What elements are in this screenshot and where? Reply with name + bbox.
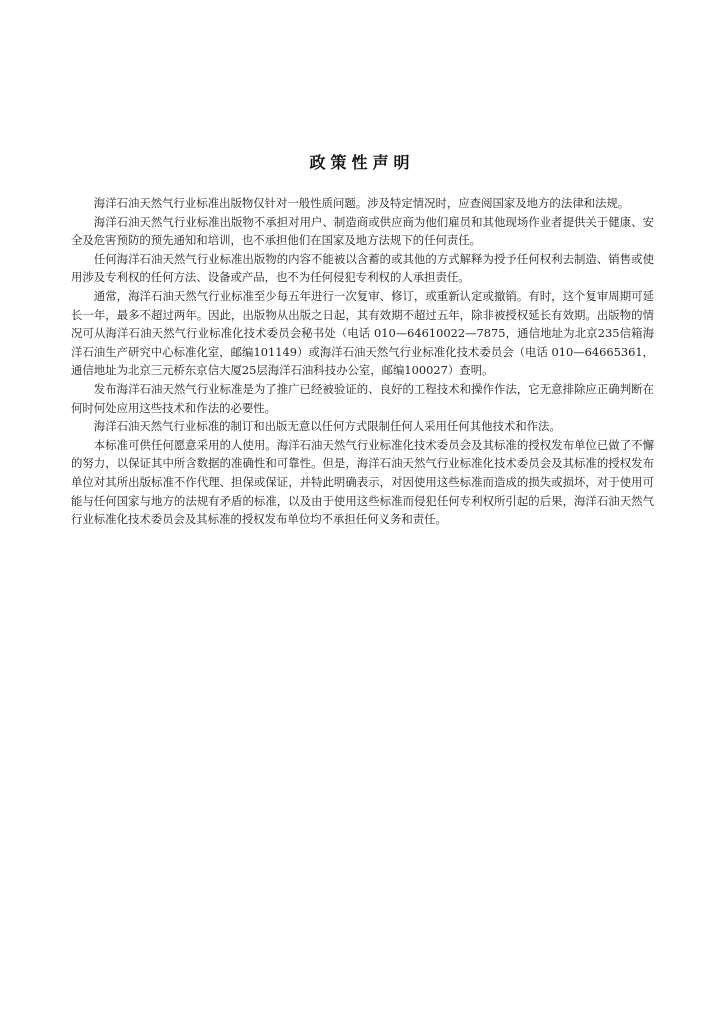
- paragraph-purpose: 发布海洋石油天然气行业标准是为了推广已经被验证的、良好的工程技术和操作作法，它无意排除应正确判断在何时何处应用这些技术和作法的必要性。: [71, 381, 654, 415]
- paragraph-patent-rights: 任何海洋石油天然气行业标准出版物的内容不能被以含蓄的或其他的方式解释为授予任何权利去制造、销售或使用涉及专利权的任何方法、设备或产品，也不为任何侵犯专利权的人承担责任。: [71, 251, 654, 285]
- paragraph-scope: 海洋石油天然气行业标准出版物仅针对一般性质问题。涉及特定情况时，应查阅国家及地方的法律和法规。: [93, 196, 630, 210]
- page-title: 政策性声明: [309, 153, 415, 172]
- paragraph-disclaimer: 本标准可供任何愿意采用的人使用。海洋石油天然气行业标准化技术委员会及其标准的授权发布单位已做了不懈的努力，以保证其中所含数据的准确性和可靠性。但是，海洋石油天然气行业标准化技术委员会及其标准的授权发布单位对其所出版标准不作代理、担保或保证，并特此明确表示，对因使用这些标准而造成的损失或损坏，对于使用可能与任何国家与地方的法规有矛盾的标准，以及由于使用这些标准而侵犯任何专利权所引起的后果，海洋石油天然气行业标准化技术委员会及其标准的授权发布单位均不承担任何义务和责任。: [71, 437, 654, 527]
- policy-statement-body: [71, 194, 654, 529]
- paragraph-no-restriction: 海洋石油天然气行业标准的制订和出版无意以任何方式限制任何人采用任何其他技术和作法。: [93, 419, 561, 434]
- paragraph-review-cycle: 通常，海洋石油天然气行业标准至少每五年进行一次复审、修订，或重新认定或撤销。有时，这个复审周期可延长一年，最多不超过两年。因此，出版物从出版之日起，其有效期不超过五年，除非被授权延长有效期。出版物的情况可从海洋石油天然气行业标准化技术委员会秘书处（电话 010—64610022—7875，通信地址为北京235信箱海洋石油生产研究中心标准化室，邮编101149）或海洋石油天然气行业标准化技术委员会（电话 010—64665361，通信地址为北京三元桥东京信大厦25层海洋石油科技办公室，邮编100027）查明。: [71, 288, 654, 378]
- paragraph-health-safety: 海洋石油天然气行业标准出版物不承担对用户、制造商或供应商为他们雇员和其他现场作业者提供关于健康、安全及危害预防的预先通知和培训，也不承担他们在国家及地方法规下的任何责任。: [71, 214, 654, 248]
